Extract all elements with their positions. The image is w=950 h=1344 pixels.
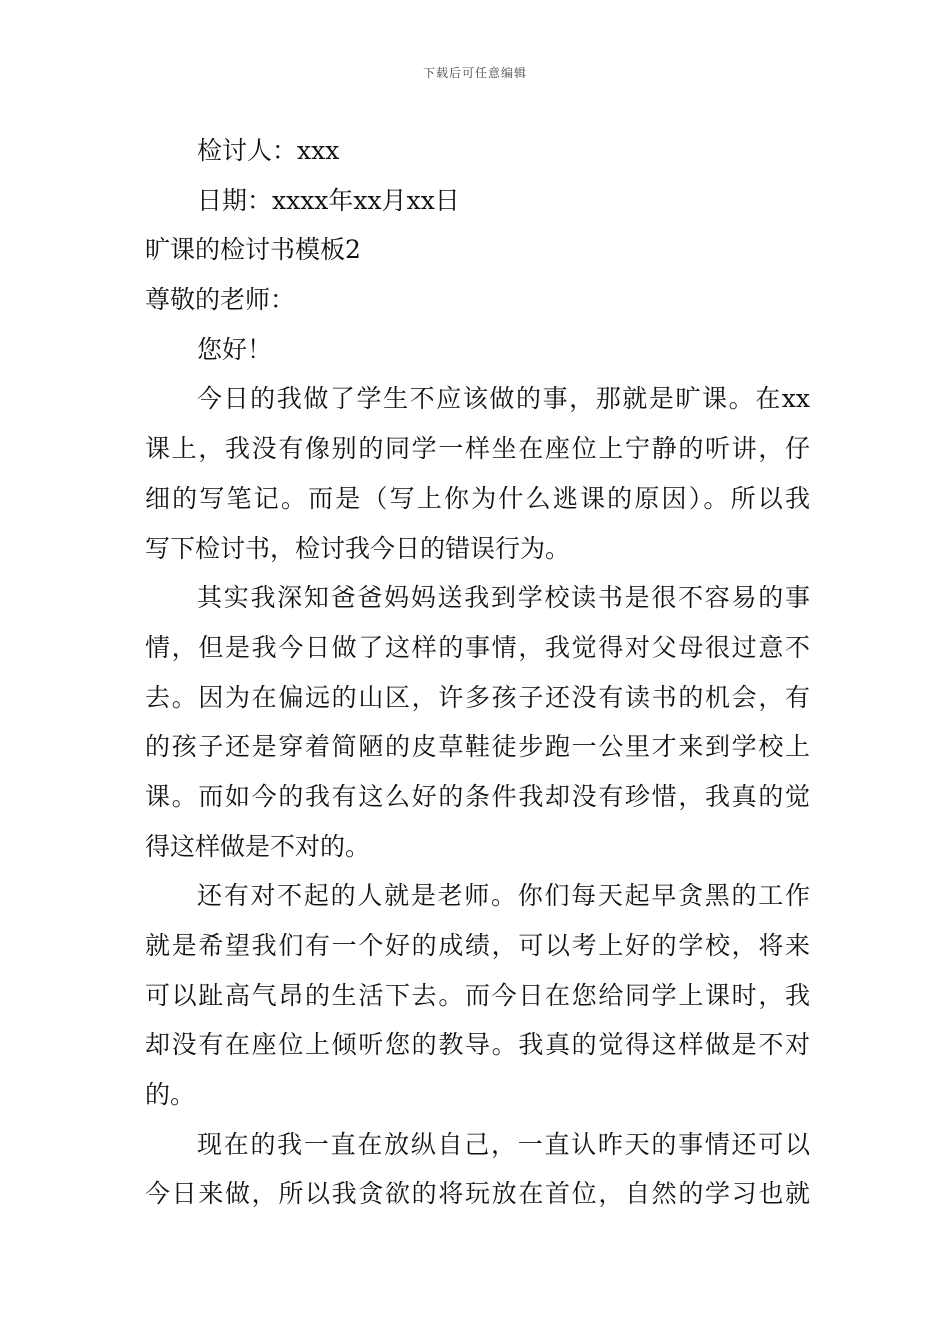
paragraph-line: 现在的我一直在放纵自己，一直认昨天的事情还可以: [197, 1129, 810, 1159]
paragraph-3: [145, 871, 810, 1119]
paragraph-line: 的孩子还是穿着简陋的皮草鞋徒步跑一公里才来到学校上: [145, 732, 810, 762]
paragraph-line: 情，但是我今日做了这样的事情，我觉得对父母很过意不: [145, 632, 810, 662]
paragraph-line: 可以趾高气昂的生活下去。而今日在您给同学上课时，我: [145, 980, 810, 1010]
paragraph-1: [145, 374, 810, 573]
paragraph-2: [145, 573, 810, 871]
document-title: 旷课的检讨书模板2: [145, 235, 361, 265]
paragraph-line: 细的写笔记。而是（写上你为什么逃课的原因）。所以我: [145, 483, 810, 513]
paragraph-line: 却没有在座位上倾听您的教导。我真的觉得这样做是不对: [145, 1030, 810, 1060]
paragraph-line: 课上，我没有像别的同学一样坐在座位上宁静的听讲，仔: [145, 434, 810, 464]
page-header: 下载后可任意编辑: [422, 66, 527, 80]
paragraph-line: 得这样做是不对的。: [145, 831, 371, 861]
paragraph-line: 其实我深知爸爸妈妈送我到学校读书是很不容易的事: [197, 583, 810, 613]
greeting: 您好！: [197, 334, 273, 364]
paragraph-line: 的。: [145, 1080, 196, 1110]
reviewer-line: 检讨人：xxx: [197, 136, 340, 165]
document-body: [145, 126, 810, 1219]
paragraph-line: 去。因为在偏远的山区，许多孩子还没有读书的机会，有: [145, 682, 810, 712]
paragraph-4: [145, 1120, 810, 1219]
salutation: 尊敬的老师：: [145, 285, 296, 315]
paragraph-line: 今日来做，所以我贪欲的将玩放在首位，自然的学习也就: [145, 1179, 810, 1209]
paragraph-line: 课。而如今的我有这么好的条件我却没有珍惜，我真的觉: [145, 781, 810, 811]
paragraph-line: 写下检讨书，检讨我今日的错误行为。: [145, 533, 571, 563]
paragraph-line: 就是希望我们有一个好的成绩，可以考上好的学校，将来: [145, 931, 810, 960]
paragraph-line: 还有对不起的人就是老师。你们每天起早贪黑的工作: [197, 881, 810, 911]
date-line: 日期：xxxx年xx月xx日: [197, 185, 460, 215]
paragraph-line: 今日的我做了学生不应该做的事，那就是旷课。在xx: [197, 384, 810, 414]
